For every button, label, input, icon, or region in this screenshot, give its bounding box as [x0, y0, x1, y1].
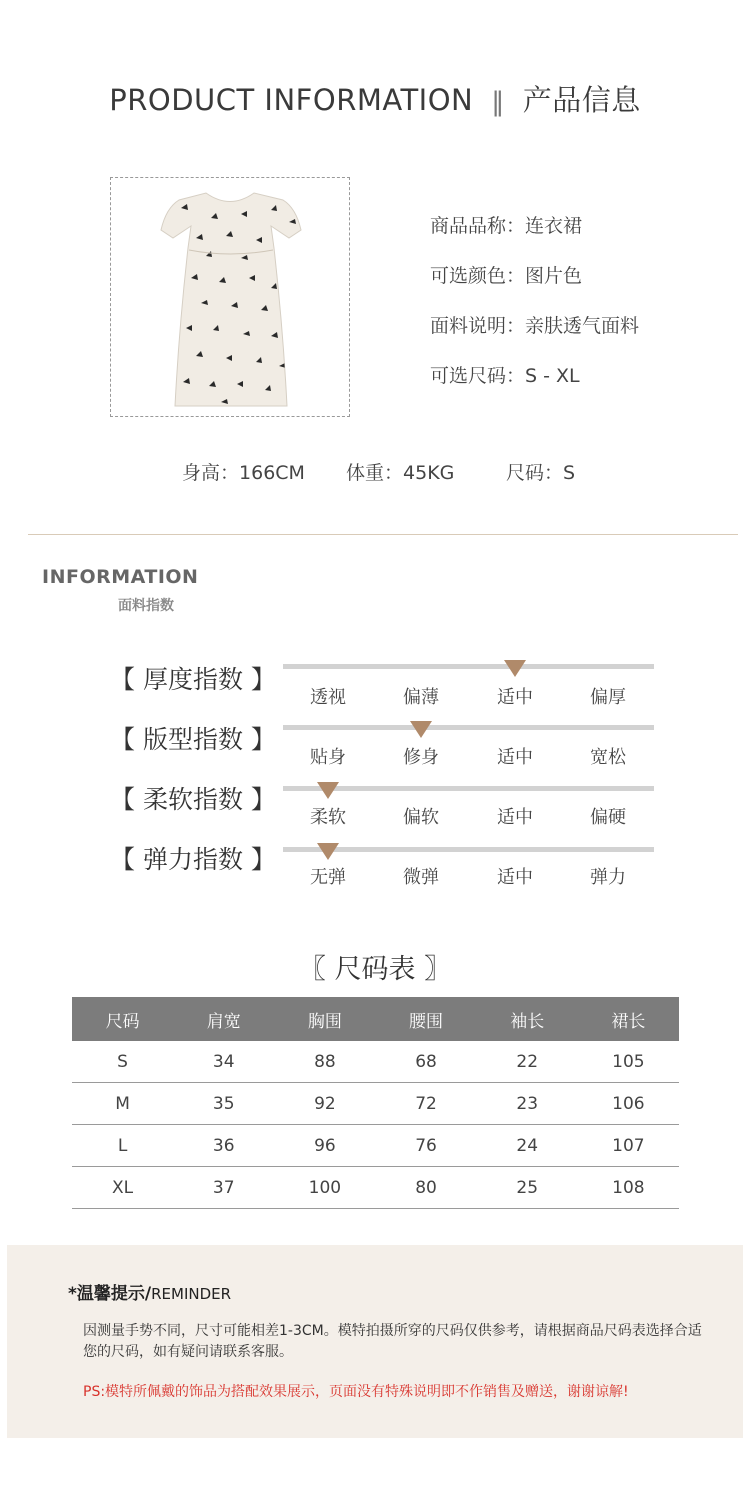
header-cell: 腰围 — [375, 997, 476, 1041]
cell: 96 — [274, 1125, 375, 1167]
table-row — [72, 1125, 679, 1167]
cell: 107 — [578, 1125, 679, 1167]
index-option: 柔软 — [310, 807, 346, 828]
index-option: 适中 — [497, 807, 533, 828]
cell: 37 — [173, 1167, 274, 1209]
cell: 25 — [477, 1167, 578, 1209]
table-row — [72, 1083, 679, 1125]
cell: 105 — [578, 1041, 679, 1083]
model-weight-label: 体重： — [346, 462, 404, 484]
cell: 23 — [477, 1083, 578, 1125]
cell: 68 — [375, 1041, 476, 1083]
info-label: 可选颜色： — [430, 265, 526, 287]
index-option: 适中 — [497, 747, 533, 768]
cell: 72 — [375, 1083, 476, 1125]
index-marker — [410, 721, 432, 738]
model-height — [182, 458, 305, 485]
reminder-title-cn: *温馨提示/ — [68, 1284, 152, 1304]
cell: 100 — [274, 1167, 375, 1209]
header-cell: 裙长 — [578, 997, 679, 1041]
index-option: 偏厚 — [590, 687, 626, 708]
page-header — [0, 78, 750, 119]
info-label: 面料说明： — [430, 315, 526, 337]
model-size-value: S — [563, 462, 576, 484]
size-table-header — [72, 997, 679, 1041]
index-marker — [317, 843, 339, 860]
cell: M — [72, 1083, 173, 1125]
cell: 35 — [173, 1083, 274, 1125]
cell: 34 — [173, 1041, 274, 1083]
information-title: INFORMATION — [42, 566, 199, 588]
header-cell: 胸围 — [274, 997, 375, 1041]
cell: 106 — [578, 1083, 679, 1125]
info-product-name — [430, 211, 582, 238]
cell: 80 — [375, 1167, 476, 1209]
index-option: 修身 — [403, 747, 439, 768]
index-bar — [283, 725, 654, 730]
index-marker — [317, 782, 339, 799]
index-option: 透视 — [310, 687, 346, 708]
index-label-softness: 【 柔软指数 】 — [110, 785, 276, 814]
cell: 24 — [477, 1125, 578, 1167]
size-table — [72, 997, 679, 1209]
table-row — [72, 1041, 679, 1083]
product-photo — [110, 177, 350, 417]
table-row — [72, 1167, 679, 1209]
cell: 88 — [274, 1041, 375, 1083]
info-sizes — [430, 361, 580, 388]
reminder-title-en: REMINDER — [151, 1285, 232, 1303]
model-size-label: 尺码： — [506, 462, 564, 484]
index-bar — [283, 664, 654, 669]
index-label-thickness: 【 厚度指数 】 — [110, 665, 276, 694]
index-option: 宽松 — [590, 747, 626, 768]
cell: 22 — [477, 1041, 578, 1083]
header-title-en: PRODUCT INFORMATION — [109, 83, 474, 117]
model-size — [506, 458, 575, 485]
cell: 92 — [274, 1083, 375, 1125]
cell: 36 — [173, 1125, 274, 1167]
index-option: 偏薄 — [403, 687, 439, 708]
header-cell: 袖长 — [477, 997, 578, 1041]
header-title-cn: 产品信息 — [522, 83, 641, 117]
cell: XL — [72, 1167, 173, 1209]
index-label-elasticity: 【 弹力指数 】 — [110, 845, 276, 874]
index-option: 偏软 — [403, 807, 439, 828]
info-label: 商品品称： — [430, 215, 526, 237]
model-weight — [346, 458, 454, 485]
info-color — [430, 261, 582, 288]
model-height-label: 身高： — [182, 462, 240, 484]
reminder-ps: PS:模特所佩戴的饰品为搭配效果展示，页面没有特殊说明即不作销售及赠送，谢谢谅解! — [83, 1384, 629, 1400]
dress-image — [111, 178, 349, 416]
header-cell: 尺码 — [72, 997, 173, 1041]
cell: 108 — [578, 1167, 679, 1209]
cell: 76 — [375, 1125, 476, 1167]
index-marker — [504, 660, 526, 677]
index-option: 偏硬 — [590, 807, 626, 828]
info-value: 图片色 — [525, 265, 583, 287]
index-option: 适中 — [497, 687, 533, 708]
cell: S — [72, 1041, 173, 1083]
info-label: 可选尺码： — [430, 365, 526, 387]
header-cell: 肩宽 — [173, 997, 274, 1041]
section-divider — [28, 534, 738, 535]
cell: L — [72, 1125, 173, 1167]
index-option: 无弹 — [310, 867, 346, 888]
reminder-title — [68, 1279, 231, 1304]
model-height-value: 166CM — [239, 462, 305, 484]
index-option: 适中 — [497, 867, 533, 888]
info-fabric — [430, 311, 639, 338]
info-value: S - XL — [525, 365, 580, 387]
reminder-text: 因测量手势不同，尺寸可能相差1-3CM。模特拍摄所穿的尺码仅供参考，请根据商品尺码表选择合适您的尺码，如有疑问请联系客服。 — [83, 1323, 702, 1360]
info-value: 亲肤透气面料 — [525, 315, 640, 337]
info-value: 连衣裙 — [525, 215, 583, 237]
index-option: 贴身 — [310, 747, 346, 768]
index-option: 微弹 — [403, 867, 439, 888]
model-weight-value: 45KG — [403, 462, 455, 484]
index-label-fit: 【 版型指数 】 — [110, 725, 276, 754]
size-chart-title: 〖 尺码表 〗 — [298, 954, 452, 985]
header-separator: ‖ — [491, 87, 505, 117]
information-subtitle: 面料指数 — [118, 598, 174, 614]
index-option: 弹力 — [590, 867, 626, 888]
